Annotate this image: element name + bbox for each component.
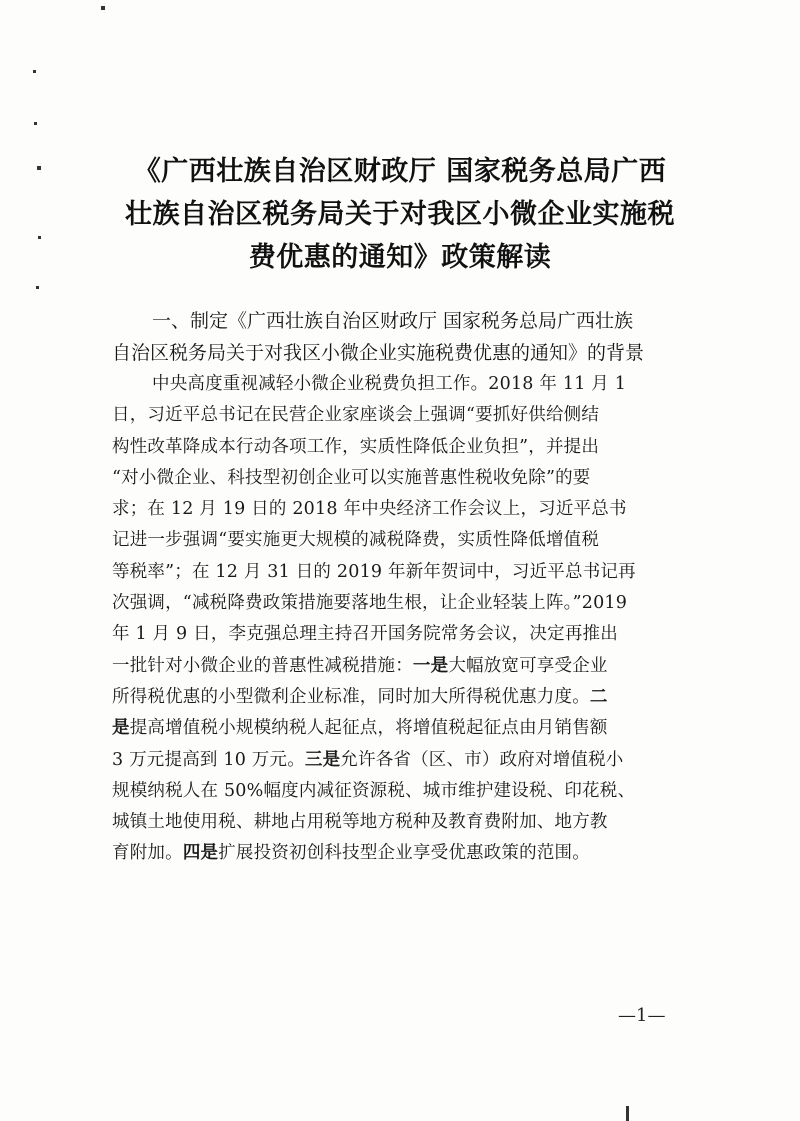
body-line <box>112 651 712 682</box>
body-line: 求；在 12 月 19 日的 2018 年中央经济工作会议上，习近平总书 <box>112 499 627 520</box>
emphasis-text: 四是 <box>182 843 219 864</box>
title-line: 壮族自治区税务局关于对我区小微企业实施税 <box>125 199 675 230</box>
scan-mark <box>38 236 41 239</box>
body-line: 中央高度重视减轻小微企业税费负担工作。2018 年 11 月 1 <box>152 374 627 394</box>
emphasis-text: 三是 <box>304 749 341 770</box>
scan-mark <box>34 122 37 125</box>
body-text: 一批针对小微企业的普惠性减税措施： <box>112 655 413 676</box>
scan-mark <box>101 6 105 10</box>
body-line <box>112 745 712 776</box>
body-text: 允许各省（区、市）政府对增值税小 <box>340 749 624 770</box>
emphasis-text: 一是 <box>412 655 449 676</box>
body-text: 提高增值税小规模纳税人起征点，将增值税起征点由月销售额 <box>129 718 608 739</box>
scan-mark <box>36 286 39 289</box>
body-line <box>112 682 712 713</box>
body-text: 所得税优惠的小型微利企业标准，同时加大所得税优惠力度。 <box>112 686 590 707</box>
scan-mark <box>33 70 36 73</box>
heading-line: 一、制定《广西壮族自治区财政厅 国家税务总局广西壮族 <box>152 310 634 332</box>
heading-line: 自治区税务局关于对我区小微企业实施税费优惠的通知》的背景 <box>112 342 645 364</box>
body-text: 扩展投资初创科技型企业享受优惠政策的范围。 <box>218 843 590 864</box>
body-line: 年 1 月 9 日，李克强总理主持召开国务院常务会议，决定再推出 <box>112 624 618 645</box>
body-line: 次强调，“减税降费政策措施要落地生根，让企业轻装上阵。”2019 <box>112 593 628 614</box>
body-text: 3 万元提高到 10 万元。 <box>112 749 305 770</box>
body-line: 日，习近平总书记在民营企业家座谈会上强调“要抓好供给侧结 <box>112 405 600 426</box>
body-paragraph <box>112 369 712 870</box>
body-line: 等税率”；在 12 月 31 日的 2019 年新年贺词中，习近平总书记再 <box>112 561 636 582</box>
body-line <box>112 713 712 744</box>
title-line: 费优惠的通知》政策解读 <box>248 242 552 273</box>
scan-mark <box>626 1106 629 1121</box>
body-line: 规模纳税人在 50%幅度内减征资源税、城市维护建设税、印花税、 <box>112 780 636 801</box>
body-line: 构性改革降成本行动各项工作，实质性降低企业负担”，并提出 <box>112 436 600 457</box>
scan-mark <box>37 166 41 170</box>
title-line: 《广西壮族自治区财政厅 国家税务总局广西 <box>133 156 667 187</box>
body-text: 大幅放宽可享受企业 <box>448 655 608 676</box>
body-line: “对小微企业、科技型初创企业可以实施普惠性税收免除”的要 <box>112 467 591 488</box>
emphasis-text: 二 <box>589 686 608 707</box>
body-text: 育附加。 <box>112 843 183 864</box>
page-number: —1— <box>618 1005 666 1026</box>
body-line: 城镇土地使用税、耕地占用税等地方税种及教育费附加、地方教 <box>112 812 608 833</box>
document-title <box>100 150 700 279</box>
emphasis-text: 是 <box>112 718 130 739</box>
body-line: 记进一步强调“要实施更大规模的减税降费，实质性降低增值税 <box>112 530 600 551</box>
section-heading <box>112 305 712 369</box>
body-line <box>112 838 712 869</box>
